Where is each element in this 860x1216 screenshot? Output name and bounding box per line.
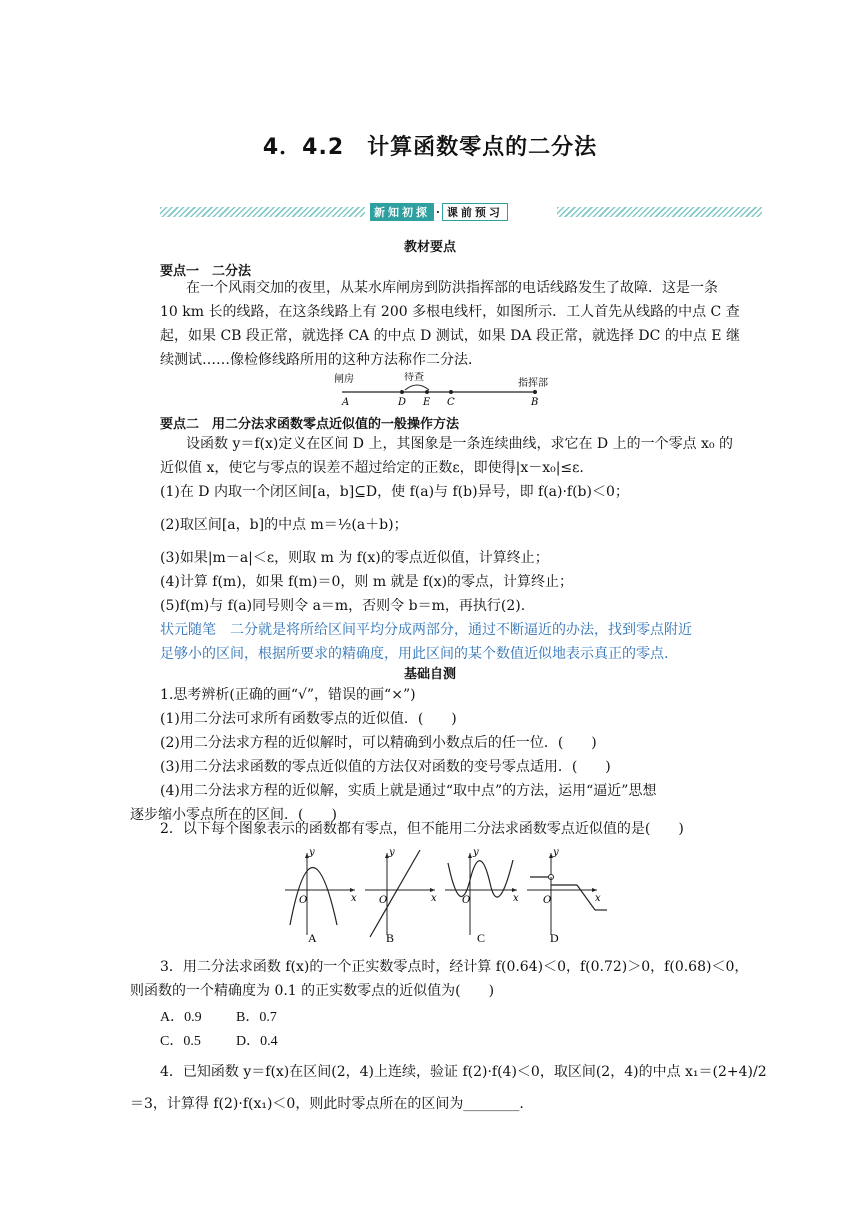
section-banner: 新知初探 · 课前预习 [160, 204, 762, 220]
point-label: D [398, 397, 407, 408]
point-label: E [423, 397, 431, 408]
point1-line: 10 km 长的线路，在这条线路上有 200 多根电线杆，如图所示．工人首先从线路的中点 C 查 [160, 304, 740, 320]
q2-graphs [285, 845, 615, 945]
origin-label: O [379, 895, 388, 906]
q4-line: 4．已知函数 y＝f(x)在区间(2，4)上连续，验证 f(2)·f(4)＜0，取区间(2，4)的中点 x₁＝(2+4)/2 [160, 1064, 767, 1080]
graph-label-b: B [386, 931, 395, 945]
q3-line: 3．用二分法求函数 f(x)的一个正实数零点时，经计算 f(0.64)＜0，f(0.72)＞0，f(0.68)＜0， [160, 959, 749, 975]
axis-label-y: y [309, 847, 315, 858]
point-label: B [531, 397, 539, 408]
q3-option-b: B．0.7 [236, 1010, 277, 1025]
point1-heading: 要点一 二分法 [160, 264, 252, 279]
section-heading-materials: 教材要点 [403, 240, 456, 255]
axis-label-x: x [595, 893, 601, 904]
page-title: 4．4.2 计算函数零点的二分法 [262, 135, 598, 160]
point1-line: 起，如果 CB 段正常，就选择 CA 的中点 D 测试，如果 DA 段正常，就选择 DC 的中点 E 继 [160, 328, 740, 344]
graph-label-c: C [477, 931, 486, 945]
axis-label-y: y [473, 847, 479, 858]
tip-note: 足够小的区间，根据所要求的精确度，用此区间的某个数值近似地表示真正的零点. [160, 646, 669, 662]
power-line-figure [330, 372, 560, 408]
q4-line: ＝3，计算得 f(2)·f(x₁)＜0，则此时零点所在的区间为________. [130, 1096, 524, 1112]
step: (5)f(m)与 f(a)同号则令 a＝m，否则令 b＝m，再执行(2). [160, 598, 526, 614]
label-headquarters: 指挥部 [518, 378, 548, 389]
axis-label-y: y [553, 847, 559, 858]
label-sluice: 闸房 [334, 374, 354, 385]
q1-line: 1.思考辨析(正确的画“√”，错误的画“×”) [160, 687, 416, 703]
step: (4)计算 f(m)，如果 f(m)＝0，则 m 就是 f(x)的零点，计算终止； [160, 574, 574, 590]
q3-option-a: A．0.9 [160, 1010, 202, 1025]
banner-tag-new-knowledge: 新知初探 [370, 203, 434, 221]
axis-label-y: y [389, 847, 395, 858]
graph-label-a: A [308, 931, 317, 945]
point2-heading: 要点二 用二分法求函数零点近似值的一般操作方法 [160, 417, 460, 432]
origin-label: O [462, 895, 471, 906]
q1-line: (1)用二分法可求所有函数零点的近似值．( ) [160, 711, 457, 727]
step: (2)取区间[a，b]的中点 m＝½(a＋b)； [160, 517, 408, 533]
axis-label-x: x [431, 893, 437, 904]
q1-line: (2)用二分法求方程的近似解时，可以精确到小数点后的任一位．( ) [160, 735, 597, 751]
q3-option-d: D．0.4 [236, 1034, 278, 1049]
point-label: A [342, 397, 350, 408]
origin-label: O [543, 895, 552, 906]
point2-intro: 近似值 x，使它与零点的误差不超过给定的正数ε，即使得|x－x₀|≤ε. [160, 460, 584, 476]
banner-tag-preview: 课前预习 [442, 203, 508, 221]
q3-option-c: C．0.5 [160, 1034, 201, 1049]
q3-line: 则函数的一个精确度为 0.1 的正实数零点的近似值为( ) [130, 983, 495, 999]
point-label: C [447, 397, 455, 408]
axis-label-x: x [351, 893, 357, 904]
tip-note: 状元随笔 二分就是将所给区间平均分成两部分，通过不断逼近的办法，找到零点附近 [160, 622, 692, 638]
point1-line: 续测试……像检修线路所用的这种方法称作二分法． [160, 352, 482, 368]
step: (1)在 D 内取一个闭区间[a，b]⊆D，使 f(a)与 f(b)异号，即 f(a)·f(b)＜0； [160, 484, 629, 500]
graph-label-d: D [550, 931, 559, 945]
q1-line: (4)用二分法求方程的近似解，实质上就是通过“取中点”的方法，运用“逼近”思想 [160, 783, 657, 799]
q1-line: 逐步缩小零点所在的区间．( ) [130, 807, 337, 823]
label-pending: 待查 [404, 372, 424, 383]
axis-label-x: x [513, 893, 519, 904]
section-heading-selftest: 基础自测 [403, 667, 456, 682]
q1-line: (3)用二分法求函数的零点近似值的方法仅对函数的变号零点适用．( ) [160, 759, 611, 775]
q2-text: 2．以下每个图象表示的函数都有零点，但不能用二分法求函数零点近似值的是( ) [160, 821, 684, 837]
point1-line: 在一个风雨交加的夜里，从某水库闸房到防洪指挥部的电话线路发生了故障．这是一条 [186, 280, 718, 296]
step: (3)如果|m－a|＜ε，则取 m 为 f(x)的零点近似值，计算终止； [160, 550, 549, 566]
point2-intro: 设函数 y＝f(x)定义在区间 D 上，其图象是一条连续曲线，求它在 D 上的一个零点 x₀ 的 [186, 436, 734, 452]
origin-label: O [299, 895, 308, 906]
